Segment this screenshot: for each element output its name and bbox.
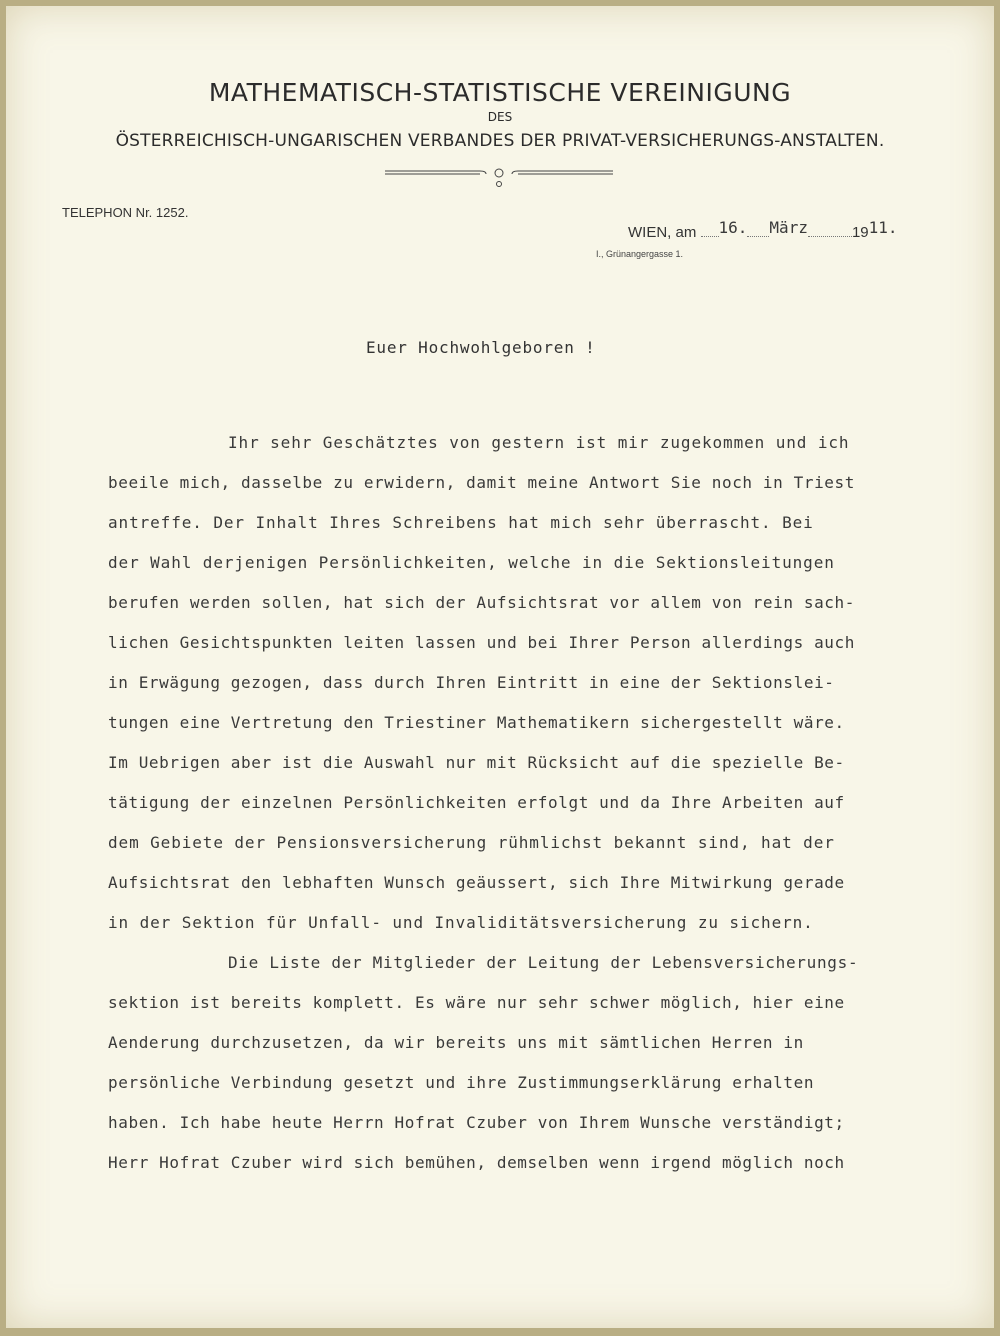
body-line: Aufsichtsrat den lebhaften Wunsch geäussert, sich Ihre Mitwirkung gerade (108, 873, 845, 892)
date-month: März (769, 218, 808, 237)
body-line: Die Liste der Mitglieder der Leitung der Lebensversicherungs- (228, 953, 859, 972)
letterhead-subtitle: ÖSTERREICHISCH-UNGARISCHEN VERBANDES DER PRIVAT-VERSICHERUNGS-ANSTALTEN. (115, 131, 885, 151)
body-line: persönliche Verbindung gesetzt und ihre Zustimmungserklärung erhalten (108, 1073, 815, 1092)
body-line: dem Gebiete der Pensionsversicherung rühmlichst bekannt sind, hat der (108, 833, 835, 852)
telephone-number: TELEPHON Nr. 1252. (62, 205, 189, 220)
letterhead-ornament (385, 163, 615, 189)
date-year: 11. (868, 218, 898, 237)
letterhead-title: MATHEMATISCH-STATISTISCHE VEREINIGUNG (208, 78, 792, 107)
date-century: 19 (851, 224, 869, 241)
body-line: der Wahl derjenigen Persönlichkeiten, welche in die Sektionsleitungen (108, 553, 835, 572)
body-line: in Erwägung gezogen, dass durch Ihren Eintritt in eine der Sektionslei- (108, 673, 835, 692)
body-line: lichen Gesichtspunkten leiten lassen und bei Ihrer Person allerdings auch (108, 633, 855, 652)
body-line: in der Sektion für Unfall- und Invaliditätsversicherung zu sichern. (108, 913, 814, 932)
body-line: Herr Hofrat Czuber wird sich bemühen, demselben wenn irgend möglich noch (108, 1153, 845, 1172)
body-line: Aenderung durchzusetzen, da wir bereits uns mit sämtlichen Herren in (108, 1033, 804, 1052)
date-line (628, 218, 898, 241)
body-line: beeile mich, dasselbe zu erwidern, damit meine Antwort Sie noch in Triest (108, 473, 855, 492)
sender-address: I., Grünangergasse 1. (596, 249, 684, 259)
body-line: sektion ist bereits komplett. Es wäre nur sehr schwer möglich, hier eine (108, 993, 845, 1012)
letterhead-des: DES (487, 110, 513, 124)
date-place: WIEN, am (628, 224, 697, 241)
body-line: tungen eine Vertretung den Triestiner Mathematikern sichergestellt wäre. (108, 713, 845, 732)
date-day: 16. (718, 218, 748, 237)
body-line: Im Uebrigen aber ist die Auswahl nur mit Rücksicht auf die spezielle Be- (108, 753, 845, 772)
salutation: Euer Hochwohlgeboren ! (366, 338, 596, 357)
body-line: berufen werden sollen, hat sich der Aufsichtsrat vor allem von rein sach- (108, 593, 855, 612)
body-line: Ihr sehr Geschätztes von gestern ist mir zugekommen und ich (228, 433, 850, 452)
body-line: antreffe. Der Inhalt Ihres Schreibens hat mich sehr überrascht. Bei (108, 513, 814, 532)
body-line: haben. Ich habe heute Herrn Hofrat Czuber von Ihrem Wunsche verständigt; (108, 1113, 845, 1132)
body-line: tätigung der einzelnen Persönlichkeiten erfolgt und da Ihre Arbeiten auf (108, 793, 845, 812)
